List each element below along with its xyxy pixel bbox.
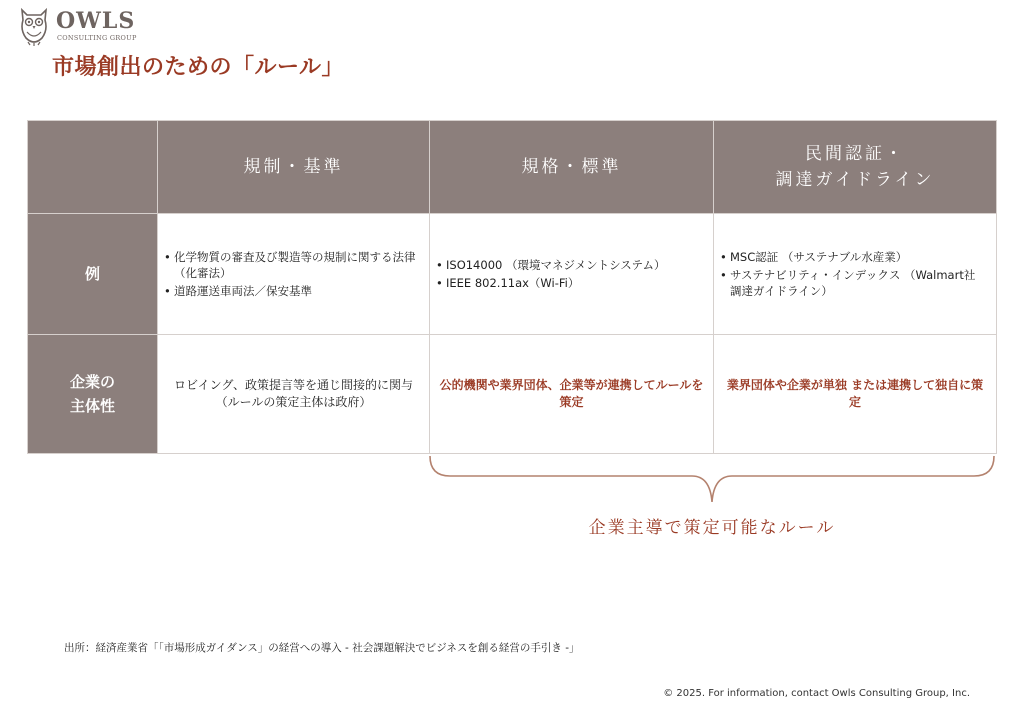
table-row-examples [28,214,997,335]
table-row-subjectivity [28,335,997,454]
owl-icon [16,6,52,46]
page-title: 市場創出のための「ルール」 [52,55,345,80]
row-header-examples: 例 [28,214,158,335]
corner-cell [28,121,158,214]
list-item: • ISO14000 （環境マネジメントシステム） [436,257,703,273]
company-logo [16,6,156,46]
brace-label: 企業主導で策定可能なルール [588,518,836,538]
list-item: • 道路運送車両法／保安基準 [164,283,419,299]
col-header-regulation: 規制・基準 [158,121,430,214]
examples-regulation-cell [158,214,430,335]
subjectivity-regulation-cell: ロビイング、政策提言等を通じ間接的に関与 （ルールの策定主体は政府） [158,335,430,454]
row-header-subjectivity: 企業の 主体性 [28,335,158,454]
list-item: • 化学物質の審査及び製造等の規制に関する法律（化審法） [164,249,419,281]
examples-standard-cell [430,214,714,335]
examples-certification-cell [714,214,997,335]
curly-brace-icon [428,454,996,506]
source-note: 出所：経済産業省「「市場形成ガイダンス」の経営への導入 - 社会課題解決でビジネスを創る経営の手引き -」 [64,642,580,654]
subjectivity-standard-cell: 公的機関や業界団体、企業等が連携してルールを策定 [430,335,714,454]
col-header-certification: 民間認証・ 調達ガイドライン [714,121,997,214]
copyright-footer: © 2025. For information, contact Owls Consulting Group, Inc. [663,688,970,699]
logo-name: OWLS [56,8,136,34]
list-item: • サステナビリティ・インデックス （Walmart社調達ガイドライン） [720,267,986,299]
rules-table [27,120,997,454]
logo-subtitle: CONSULTING GROUP [57,34,137,42]
list-item: • MSC認証 （サステナブル水産業） [720,249,986,265]
list-item: • IEEE 802.11ax（Wi-Fi） [436,275,703,291]
table-header-row [28,121,997,214]
subjectivity-certification-cell: 業界団体や企業が単独 または連携して独自に策定 [714,335,997,454]
col-header-standard: 規格・標準 [430,121,714,214]
